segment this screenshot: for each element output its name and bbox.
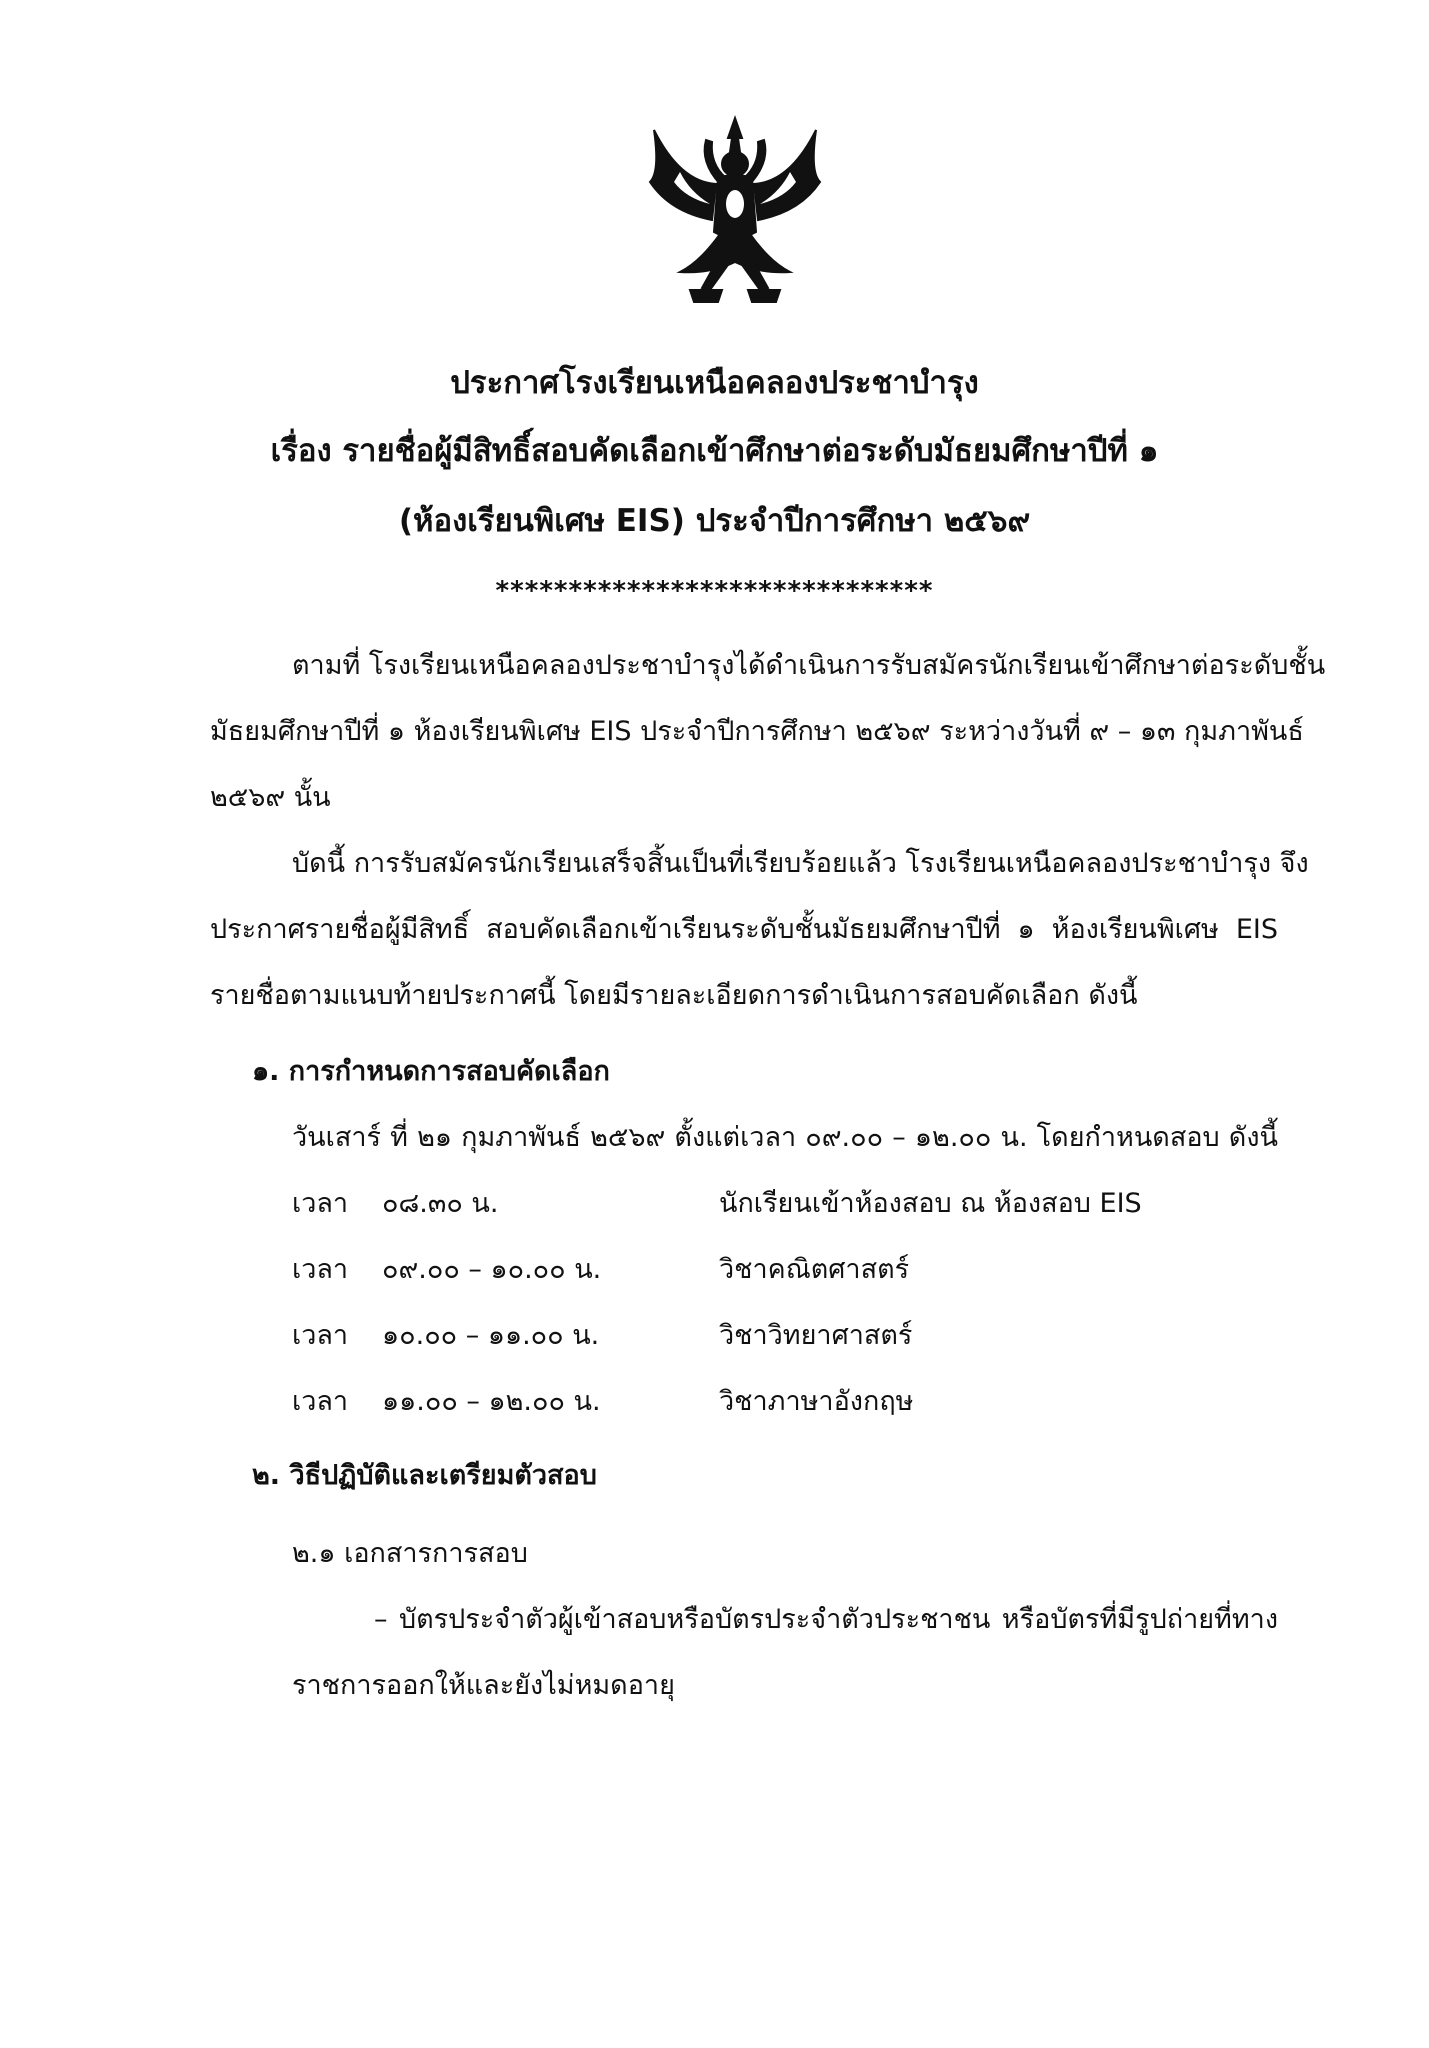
schedule-time: ๑๑.๐๐ – ๑๒.๐๐ น. bbox=[382, 1386, 601, 1417]
schedule-activity: นักเรียนเข้าห้องสอบ ณ ห้องสอบ EIS bbox=[719, 1188, 1142, 1219]
schedule-time: ๑๐.๐๐ – ๑๑.๐๐ น. bbox=[382, 1320, 600, 1351]
announcement-subject: เรื่อง รายชื่อผู้มีสิทธิ์สอบคัดเลือกเข้าศึกษาต่อระดับมัธยมศึกษาปีที่ ๑ bbox=[270, 433, 1159, 469]
schedule-activity: วิชาคณิตศาสตร์ bbox=[719, 1254, 910, 1285]
exam-date-line: วันเสาร์ ที่ ๒๑ กุมภาพันธ์ ๒๕๖๙ ตั้งแต่เวลา ๐๙.๐๐ – ๑๒.๐๐ น. โดยกำหนดสอบ ดังนี้ bbox=[292, 1122, 1278, 1153]
para2-line3: รายชื่อตามแนบท้ายประกาศนี้ โดยมีรายละเอียดการดำเนินการสอบคัดเลือก ดังนี้ bbox=[210, 980, 1138, 1011]
schedule-label: เวลา bbox=[292, 1254, 349, 1285]
para1-line1: ตามที่ โรงเรียนเหนือคลองประชาบำรุงได้ดำเนินการรับสมัครนักเรียนเข้าศึกษาต่อระดับชั้น bbox=[292, 650, 1326, 681]
document-item-line1: – บัตรประจำตัวผู้เข้าสอบหรือบัตรประจำตัวประชาชน หรือบัตรที่มีรูปถ่ายที่ทาง bbox=[374, 1604, 1278, 1635]
schedule-time: ๐๙.๐๐ – ๑๐.๐๐ น. bbox=[382, 1254, 602, 1285]
para1-line3: ๒๕๖๙ นั้น bbox=[210, 782, 331, 813]
section2-heading: ๒. วิธีปฏิบัติและเตรียมตัวสอบ bbox=[252, 1460, 597, 1491]
section2-subheading: ๒.๑ เอกสารการสอบ bbox=[292, 1538, 528, 1569]
section1-heading: ๑. การกำหนดการสอบคัดเลือก bbox=[252, 1056, 610, 1087]
para2-line1: บัดนี้ การรับสมัครนักเรียนเสร็จสิ้นเป็นที่เรียบร้อยแล้ว โรงเรียนเหนือคลองประชาบำรุง จึง bbox=[292, 848, 1309, 879]
document-item-line2: ราชการออกให้และยังไม่หมดอายุ bbox=[292, 1670, 675, 1701]
para2-line2: ประกาศรายชื่อผู้มีสิทธิ์ สอบคัดเลือกเข้าเรียนระดับชั้นมัธยมศึกษาปีที่ ๑ ห้องเรียนพิเศษ EIS bbox=[210, 914, 1278, 945]
announcement-subject-cont: (ห้องเรียนพิเศษ EIS) ประจำปีการศึกษา ๒๕๖๙ bbox=[398, 503, 1031, 539]
schedule-label: เวลา bbox=[292, 1188, 349, 1219]
announcement-title: ประกาศโรงเรียนเหนือคลองประชาบำรุง bbox=[450, 365, 979, 401]
separator: ****************************** bbox=[495, 576, 934, 606]
schedule-time: ๐๘.๓๐ น. bbox=[382, 1188, 499, 1219]
para1-line2: มัธยมศึกษาปีที่ ๑ ห้องเรียนพิเศษ EIS ประจำปีการศึกษา ๒๕๖๙ ระหว่างวันที่ ๙ – ๑๓ กุมภาพันธ์ bbox=[210, 716, 1304, 747]
schedule-label: เวลา bbox=[292, 1386, 349, 1417]
schedule-activity: วิชาภาษาอังกฤษ bbox=[719, 1386, 914, 1417]
schedule-activity: วิชาวิทยาศาสตร์ bbox=[719, 1320, 913, 1351]
schedule-label: เวลา bbox=[292, 1320, 349, 1351]
garuda-emblem-icon bbox=[640, 112, 830, 312]
